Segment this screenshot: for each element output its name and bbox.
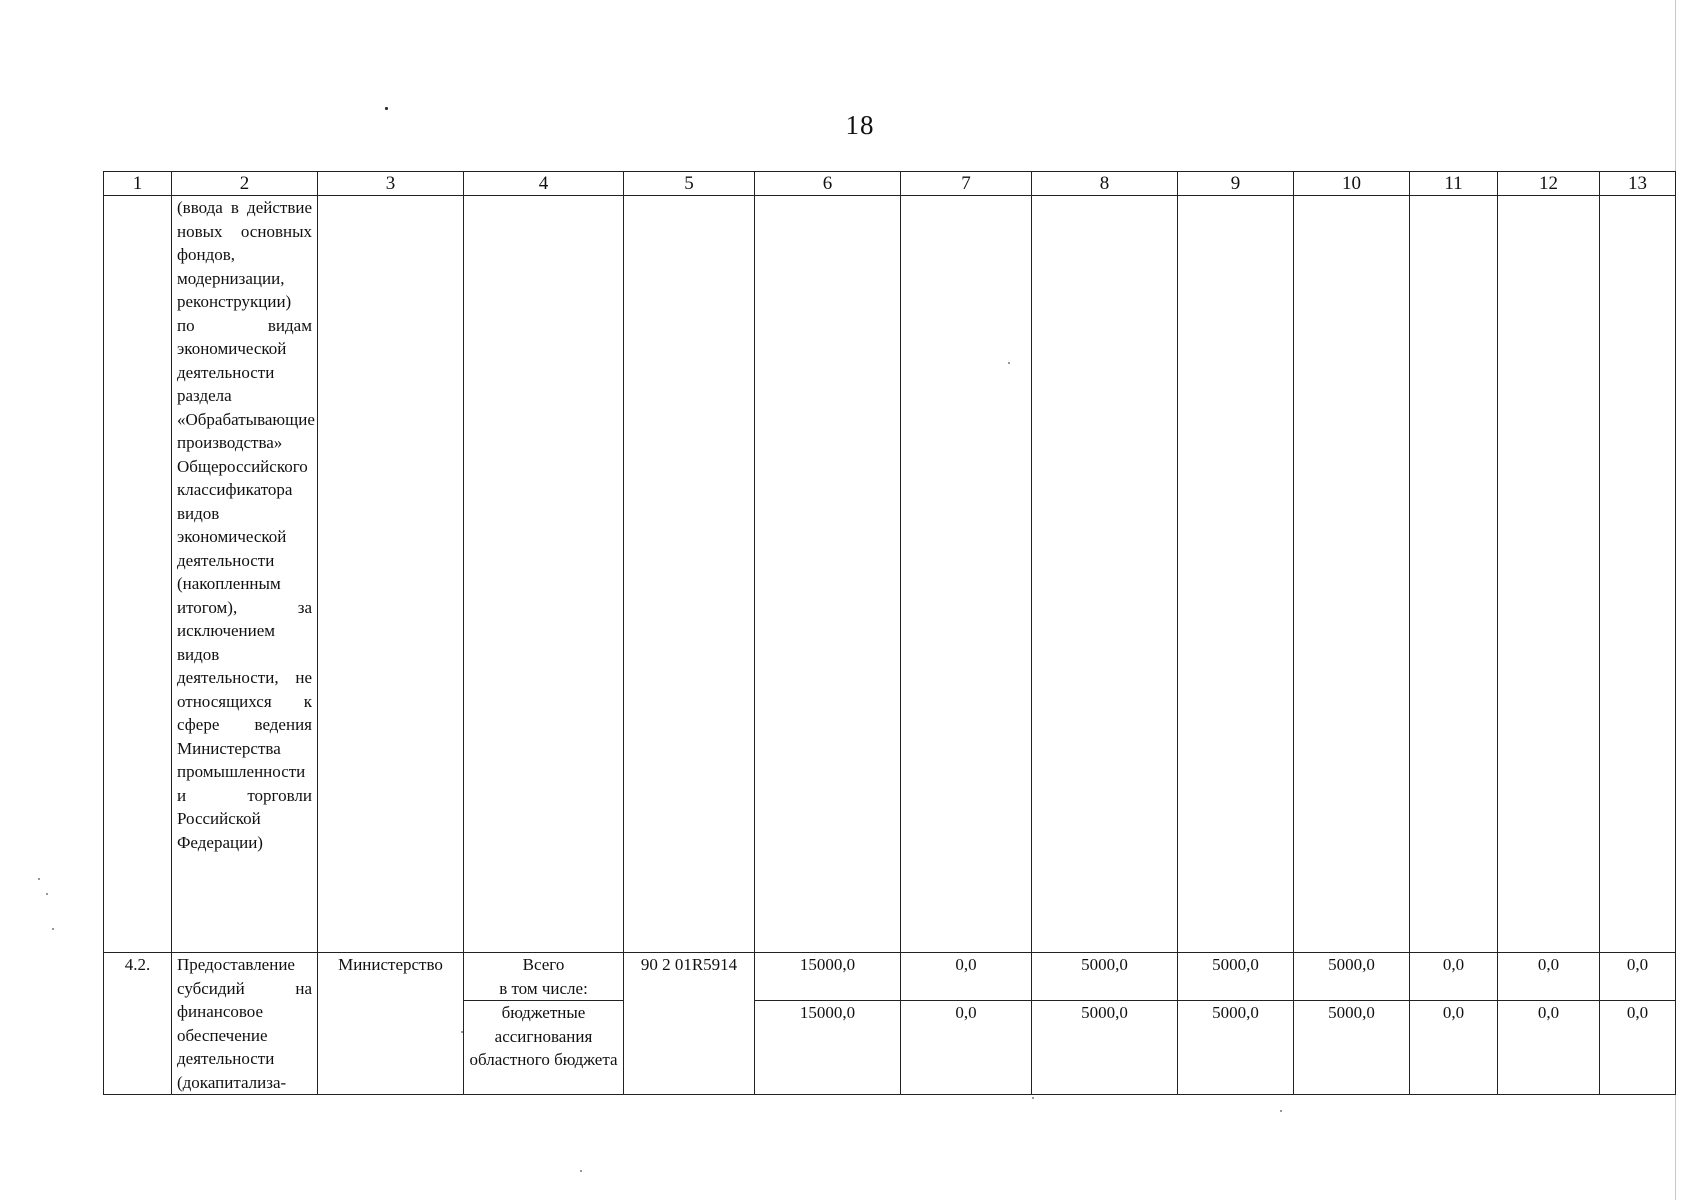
value-cell: 0,0 [1410, 1001, 1498, 1095]
table-cell [1600, 196, 1676, 953]
column-number: 8 [1032, 172, 1178, 196]
table-header-row [104, 172, 1676, 196]
funding-source-budget: бюджетные ассигнования областного бюджета [464, 1001, 624, 1095]
value-cell: 5000,0 [1032, 953, 1178, 1001]
table-row-4-2-total [104, 953, 1676, 1001]
column-number: 3 [318, 172, 464, 196]
column-number: 13 [1600, 172, 1676, 196]
value-cell: 5000,0 [1294, 953, 1410, 1001]
measure-name: Предоставление субсидий на финансовое обеспечение деятельности (докапитализа- [172, 953, 318, 1095]
column-number: 10 [1294, 172, 1410, 196]
scan-speck [385, 107, 388, 110]
value-cell: 0,0 [1600, 953, 1676, 1001]
table-cell [755, 196, 901, 953]
value-cell: 15000,0 [755, 1001, 901, 1095]
scan-speck [38, 878, 40, 880]
table-cell [1410, 196, 1498, 953]
column-number: 1 [104, 172, 172, 196]
value-cell: 5000,0 [1294, 1001, 1410, 1095]
column-number: 9 [1178, 172, 1294, 196]
table-cell [464, 196, 624, 953]
column-number: 7 [901, 172, 1032, 196]
program-table [103, 171, 1676, 1095]
funding-source-including-label: в том числе: [499, 978, 588, 998]
scan-speck [1032, 1097, 1034, 1099]
column-number: 4 [464, 172, 624, 196]
page-number: 18 [845, 110, 875, 140]
table-cell [1032, 196, 1178, 953]
value-cell: 0,0 [901, 953, 1032, 1001]
table-cell [1498, 196, 1600, 953]
value-cell: 15000,0 [755, 953, 901, 1001]
table-cell [624, 196, 755, 953]
table-cell [104, 196, 172, 953]
scan-speck [46, 893, 48, 895]
value-cell: 5000,0 [1178, 953, 1294, 1001]
column-number: 6 [755, 172, 901, 196]
table-cell [1178, 196, 1294, 953]
table-cell [318, 196, 464, 953]
value-cell: 0,0 [1600, 1001, 1676, 1095]
column-number: 12 [1498, 172, 1600, 196]
column-number: 2 [172, 172, 318, 196]
table-cell [1294, 196, 1410, 953]
value-cell: 0,0 [901, 1001, 1032, 1095]
value-cell: 0,0 [1498, 953, 1600, 1001]
row-number: 4.2. [104, 953, 172, 1095]
column-number: 11 [1410, 172, 1498, 196]
value-cell: 0,0 [1498, 1001, 1600, 1095]
scan-speck [52, 928, 54, 930]
value-cell: 5000,0 [1178, 1001, 1294, 1095]
funding-source-total-label: Всего [522, 955, 565, 974]
table-cell [901, 196, 1032, 953]
continued-indicator-text: (ввода в действие новых основных фондов, модернизации, реконструкции) по видам экономической деятельности раздела «Обрабатывающие производства» Общероссийского классификатора видов экономической деятельности (накопленным итогом), за исключением видов деятельности, не относящихся к сфере ведения Министерства промышленности и торговли Российской Федерации) [172, 196, 318, 953]
funding-source-total [464, 953, 624, 1001]
table-row-continued [104, 196, 1676, 953]
budget-code: 90 2 01R5914 [624, 953, 755, 1095]
scan-speck [1280, 1110, 1282, 1112]
value-cell: 5000,0 [1032, 1001, 1178, 1095]
column-number: 5 [624, 172, 755, 196]
value-cell: 0,0 [1410, 953, 1498, 1001]
executor: Министерство [318, 953, 464, 1095]
scan-speck [580, 1170, 582, 1172]
